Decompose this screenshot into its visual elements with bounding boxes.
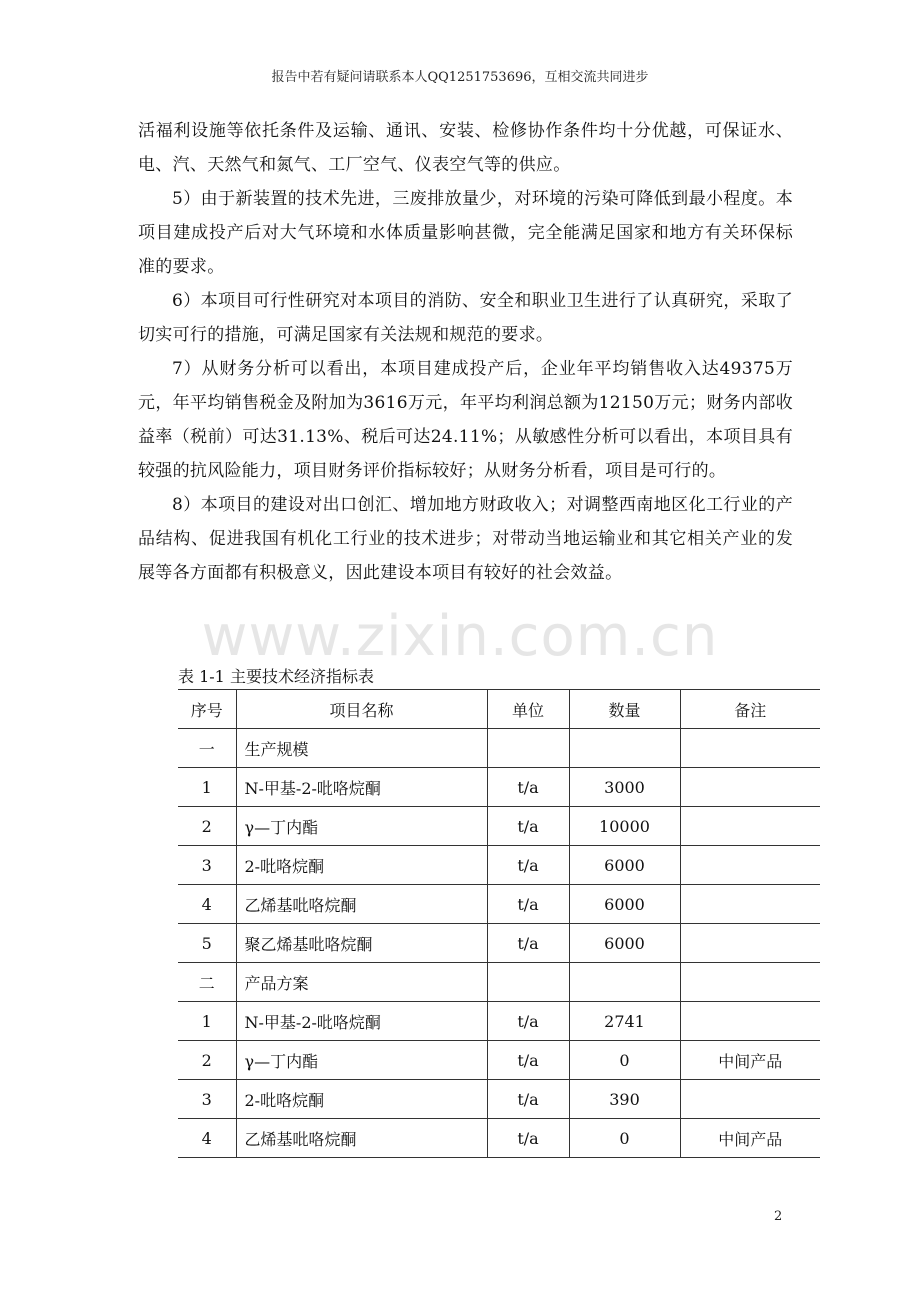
- quantity-cell: 3000: [569, 768, 680, 807]
- unit-cell: [487, 729, 569, 768]
- unit-cell: [487, 963, 569, 1002]
- paragraph: 活福利设施等依托条件及运输、通讯、安装、检修协作条件均十分优越，可保证水、电、汽、天然气和氮气、工厂空气、仪表空气等的供应。: [138, 121, 793, 175]
- unit-cell: t/a: [487, 846, 569, 885]
- remark-cell: [680, 885, 820, 924]
- item-name-cell: 产品方案: [236, 963, 487, 1002]
- header-cell: 序号: [178, 690, 236, 729]
- table-row: [178, 1119, 820, 1158]
- unit-cell: t/a: [487, 1119, 569, 1158]
- remark-cell: [680, 924, 820, 963]
- item-name-cell: γ—丁内酯: [236, 1041, 487, 1080]
- row-index-cell: 3: [178, 846, 236, 885]
- unit-cell: t/a: [487, 1041, 569, 1080]
- table-row: [178, 963, 820, 1002]
- remark-cell: [680, 1002, 820, 1041]
- table-header-row: [178, 690, 820, 729]
- unit-cell: t/a: [487, 885, 569, 924]
- table-row: [178, 1002, 820, 1041]
- paragraph: 6）本项目可行性研究对本项目的消防、安全和职业卫生进行了认真研究，采取了切实可行的措施，可满足国家有关法规和规范的要求。: [138, 291, 793, 345]
- remark-cell: [680, 1080, 820, 1119]
- quantity-cell: 0: [569, 1119, 680, 1158]
- page-header: 报告中若有疑问请联系本人QQ1251753696，互相交流共同进步: [271, 70, 649, 85]
- paragraph: 5）由于新装置的技术先进，三废排放量少，对环境的污染可降低到最小程度。本项目建成投产后对大气环境和水体质量影响甚微，完全能满足国家和地方有关环保标准的要求。: [138, 189, 793, 277]
- table-row: [178, 846, 820, 885]
- remark-cell: 中间产品: [680, 1041, 820, 1080]
- quantity-cell: [569, 963, 680, 1002]
- table-row: [178, 924, 820, 963]
- item-name-cell: N-甲基-2-吡咯烷酮: [236, 768, 487, 807]
- remark-cell: [680, 768, 820, 807]
- item-name-cell: γ—丁内酯: [236, 807, 487, 846]
- page-number: 2: [774, 1209, 783, 1224]
- item-name-cell: 聚乙烯基吡咯烷酮: [236, 924, 487, 963]
- remark-cell: 中间产品: [680, 1119, 820, 1158]
- header-cell: 项目名称: [236, 690, 487, 729]
- quantity-cell: 6000: [569, 885, 680, 924]
- row-index-cell: 2: [178, 1041, 236, 1080]
- table-caption: 表 1-1 主要技术经济指标表: [178, 667, 374, 686]
- indicator-table: [178, 689, 820, 1158]
- item-name-cell: N-甲基-2-吡咯烷酮: [236, 1002, 487, 1041]
- row-index-cell: 2: [178, 807, 236, 846]
- paragraph: 8）本项目的建设对出口创汇、增加地方财政收入；对调整西南地区化工行业的产品结构、促进我国有机化工行业的技术进步；对带动当地运输业和其它相关产业的发展等各方面都有积极意义，因此建设本项目有较好的社会效益。: [138, 495, 793, 583]
- table-body: [178, 729, 820, 1158]
- table-row: [178, 885, 820, 924]
- quantity-cell: 390: [569, 1080, 680, 1119]
- table-row: [178, 729, 820, 768]
- remark-cell: [680, 807, 820, 846]
- unit-cell: t/a: [487, 807, 569, 846]
- table-row: [178, 807, 820, 846]
- row-index-cell: 4: [178, 885, 236, 924]
- header-cell: 备注: [680, 690, 820, 729]
- item-name-cell: 生产规模: [236, 729, 487, 768]
- item-name-cell: 2-吡咯烷酮: [236, 846, 487, 885]
- watermark: www.zixin.com.cn: [201, 604, 719, 669]
- quantity-cell: 6000: [569, 846, 680, 885]
- unit-cell: t/a: [487, 1002, 569, 1041]
- unit-cell: t/a: [487, 924, 569, 963]
- item-name-cell: 乙烯基吡咯烷酮: [236, 885, 487, 924]
- quantity-cell: [569, 729, 680, 768]
- item-name-cell: 2-吡咯烷酮: [236, 1080, 487, 1119]
- quantity-cell: 10000: [569, 807, 680, 846]
- row-index-cell: 二: [178, 963, 236, 1002]
- unit-cell: t/a: [487, 768, 569, 807]
- row-index-cell: 5: [178, 924, 236, 963]
- remark-cell: [680, 963, 820, 1002]
- header-cell: 数量: [569, 690, 680, 729]
- table-row: [178, 1080, 820, 1119]
- unit-cell: t/a: [487, 1080, 569, 1119]
- row-index-cell: 1: [178, 1002, 236, 1041]
- remark-cell: [680, 846, 820, 885]
- table-row: [178, 768, 820, 807]
- quantity-cell: 0: [569, 1041, 680, 1080]
- item-name-cell: 乙烯基吡咯烷酮: [236, 1119, 487, 1158]
- table-row: [178, 1041, 820, 1080]
- body-text: [138, 114, 793, 590]
- row-index-cell: 1: [178, 768, 236, 807]
- row-index-cell: 3: [178, 1080, 236, 1119]
- quantity-cell: 6000: [569, 924, 680, 963]
- header-cell: 单位: [487, 690, 569, 729]
- quantity-cell: 2741: [569, 1002, 680, 1041]
- remark-cell: [680, 729, 820, 768]
- paragraph: 7）从财务分析可以看出，本项目建成投产后，企业年平均销售收入达49375万元，年平均销售税金及附加为3616万元，年平均利润总额为12150万元；财务内部收益率（税前）可达31.13%、税后可达24.11%；从敏感性分析可以看出，本项目具有较强的抗风险能力，项目财务评价指标较好；从财务分析看，项目是可行的。: [138, 359, 793, 481]
- row-index-cell: 4: [178, 1119, 236, 1158]
- row-index-cell: 一: [178, 729, 236, 768]
